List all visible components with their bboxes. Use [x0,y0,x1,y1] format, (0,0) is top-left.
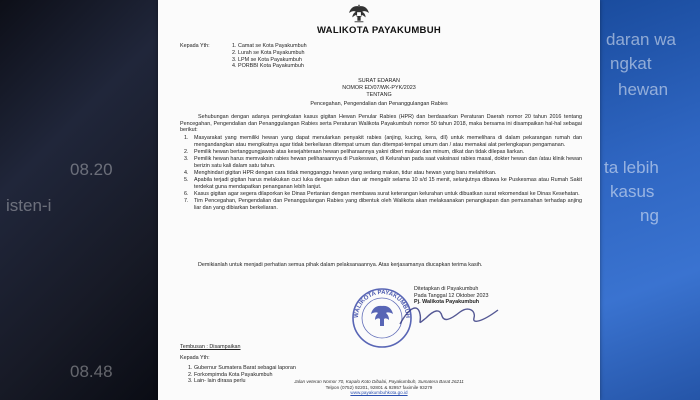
background-text: kasus [610,182,655,201]
background-text: ngkat [610,54,652,73]
letterhead-title: WALIKOTA PAYAKUMBUH [316,25,442,36]
background-text: hewan [618,80,669,99]
sign-title: Pj. Walikota Payakumbuh [414,299,480,306]
garuda-emblem-icon [348,2,370,24]
list-item [184,191,582,198]
letter-tentang: TENTANG [366,92,392,98]
signature-block [414,286,574,306]
list-item: 3. Lain- lain dirasa perlu [188,378,246,385]
item-text: Tim Pencegahan, Pengendalian dan Penanggulangan Rabies yang dibentuk oleh Walikota akan melaksanakan penangkapan dan pemusnahan terhadap anjing liar dan yang dibiarkan berkeliaran. [194,197,582,211]
list-item [184,198,582,211]
background-text: 08.20 [70,160,113,179]
intro-paragraph: Sehubungan dengan adanya peningkatan kasus gigitan Hewan Penular Rabies (HPR) dan berdasarkan Peraturan Daerah nomor 20 tahun 2016 tentang Pencegahan, Pengendalian dan Penanggulangan Rabies serta Peraturan Walikota Payakumbuh nomor 50 tahun 2018, maka bersama ini disampaikan hal-hal sebagai berikut: [180,114,582,134]
stamp-text: WALIKOTA PAYAKUMBUH [353,289,411,319]
letter-document [158,0,600,400]
background-text: 08.48 [70,362,113,381]
background-text: isten-i [6,196,52,215]
item-text: Apabila terjadi gigitan harus melakukan cuci luka dengan sabun dan air mengalir selama 10 s/d 15 menit, selanjutnya dibawa ke Puskesmas atau Rumah Sakit terdekat guna mendapatkan penanganan lebih lanjut. [194,176,582,190]
cc-recipient-label: Kepada Yth: [180,354,210,361]
footer-phone: Telpon (0752) 92201, 92801 & 92957 faximile 93279 [325,384,433,390]
sign-place: Ditetapkan di Payakumbuh [414,286,479,292]
list-item: 2. Lurah se Kota Payakumbuh [232,49,305,56]
list-item [184,177,582,190]
letter-subject: Pencegahan, Pengendalian dan Penanggulangan Rabies [310,101,448,107]
background-text: ta lebih [604,158,659,177]
item-text: Pemilik hewan bertanggungjawab atas kesejahteraan hewan peliharaannya yakni diberi makan dan minum, dikat dan tidak dilepas liarkan. [194,148,525,155]
item-text: Menghindari gigitan HPR dengan cara tidak mengganggu hewan yang sedang makan, tidur atau hewan yang baru melahirkan. [194,169,497,176]
list-item [184,170,582,177]
item-number: 3. [184,155,189,162]
item-number: 2. [184,148,189,155]
background-text: ng [640,206,659,225]
recipient-label: Kepada Yth: [180,43,210,49]
letter-number: NOMOR ED/07/WK-PYK/2023 [342,85,416,91]
cc-label: Tembusan : Disampaikan [180,344,241,350]
list-item: 2. Forkompimda Kota Payakumbuh [188,371,273,378]
list-item: 1. Gubernur Sumatera Barat sebagai laporan [188,365,296,371]
item-text: Kasus gigitan agar segera dilaporkan ke Dinas Pertanian dengan membawa surat keterangan kelurahan untuk dibuatkan surat rekomendasi ke Dinas Kesehatan. [194,190,580,197]
footer-website-link[interactable]: www.payakumbuhkota.go.id [350,390,408,396]
item-text: Pemilik hewan harus memvaksin rabies hewan peliharaannya di Puskeswan, di Kelurahan pada saat vaksinasi rabies masal, dokter hewan dan /atau klinik hewan berizin satu kali dalam satu tahun. [194,155,582,169]
background-text: daran wa [606,30,676,49]
closing-paragraph: Demikianlah untuk menjadi perhatian semua pihak dalam pelaksanaannya. Atas kerjasamanya diucapkan terima kasih. [198,262,483,268]
letter-title: SURAT EDARAN [358,78,400,84]
list-item: 4. PORBBI Kota Payakumbuh [232,63,304,70]
instruction-list [184,135,582,212]
list-item: 3. LPM se Kota Payakumbuh [232,56,302,63]
list-item: 1. Camat se Kota Payakumbuh [232,43,307,49]
item-number: 4. [184,169,189,176]
background-left-panel [0,0,158,400]
recipient-list [232,43,307,70]
item-number: 6. [184,190,189,197]
footer-address: Jalan veteran Nomor 70, Kapalo Koto Dibalai, Payakumbuh, Sumatera Barat 26211 [294,379,464,384]
background-right-panel [600,0,700,400]
sign-date: Pada Tanggal 12 Oktober 2023 [414,292,489,299]
letter-footer [158,379,600,396]
item-number: 7. [184,197,189,204]
item-text: Masyarakat yang memiliki hewan yang dapat menularkan penyakit rabies (anjing, kucing, kera, dll) untuk memelihara di dalam pekarangan rumah dan mengandangkan atau mengikatnya agar tidak berkeliaran ditempat umum dan ditempat-tempat umum dan / atau memakai alat perlengkapan pengamanan. [194,135,582,148]
cc-section [180,344,241,361]
item-number: 1. [184,135,189,141]
list-item [184,149,582,156]
list-item [184,135,582,148]
item-number: 5. [184,176,189,183]
list-item [184,156,582,169]
